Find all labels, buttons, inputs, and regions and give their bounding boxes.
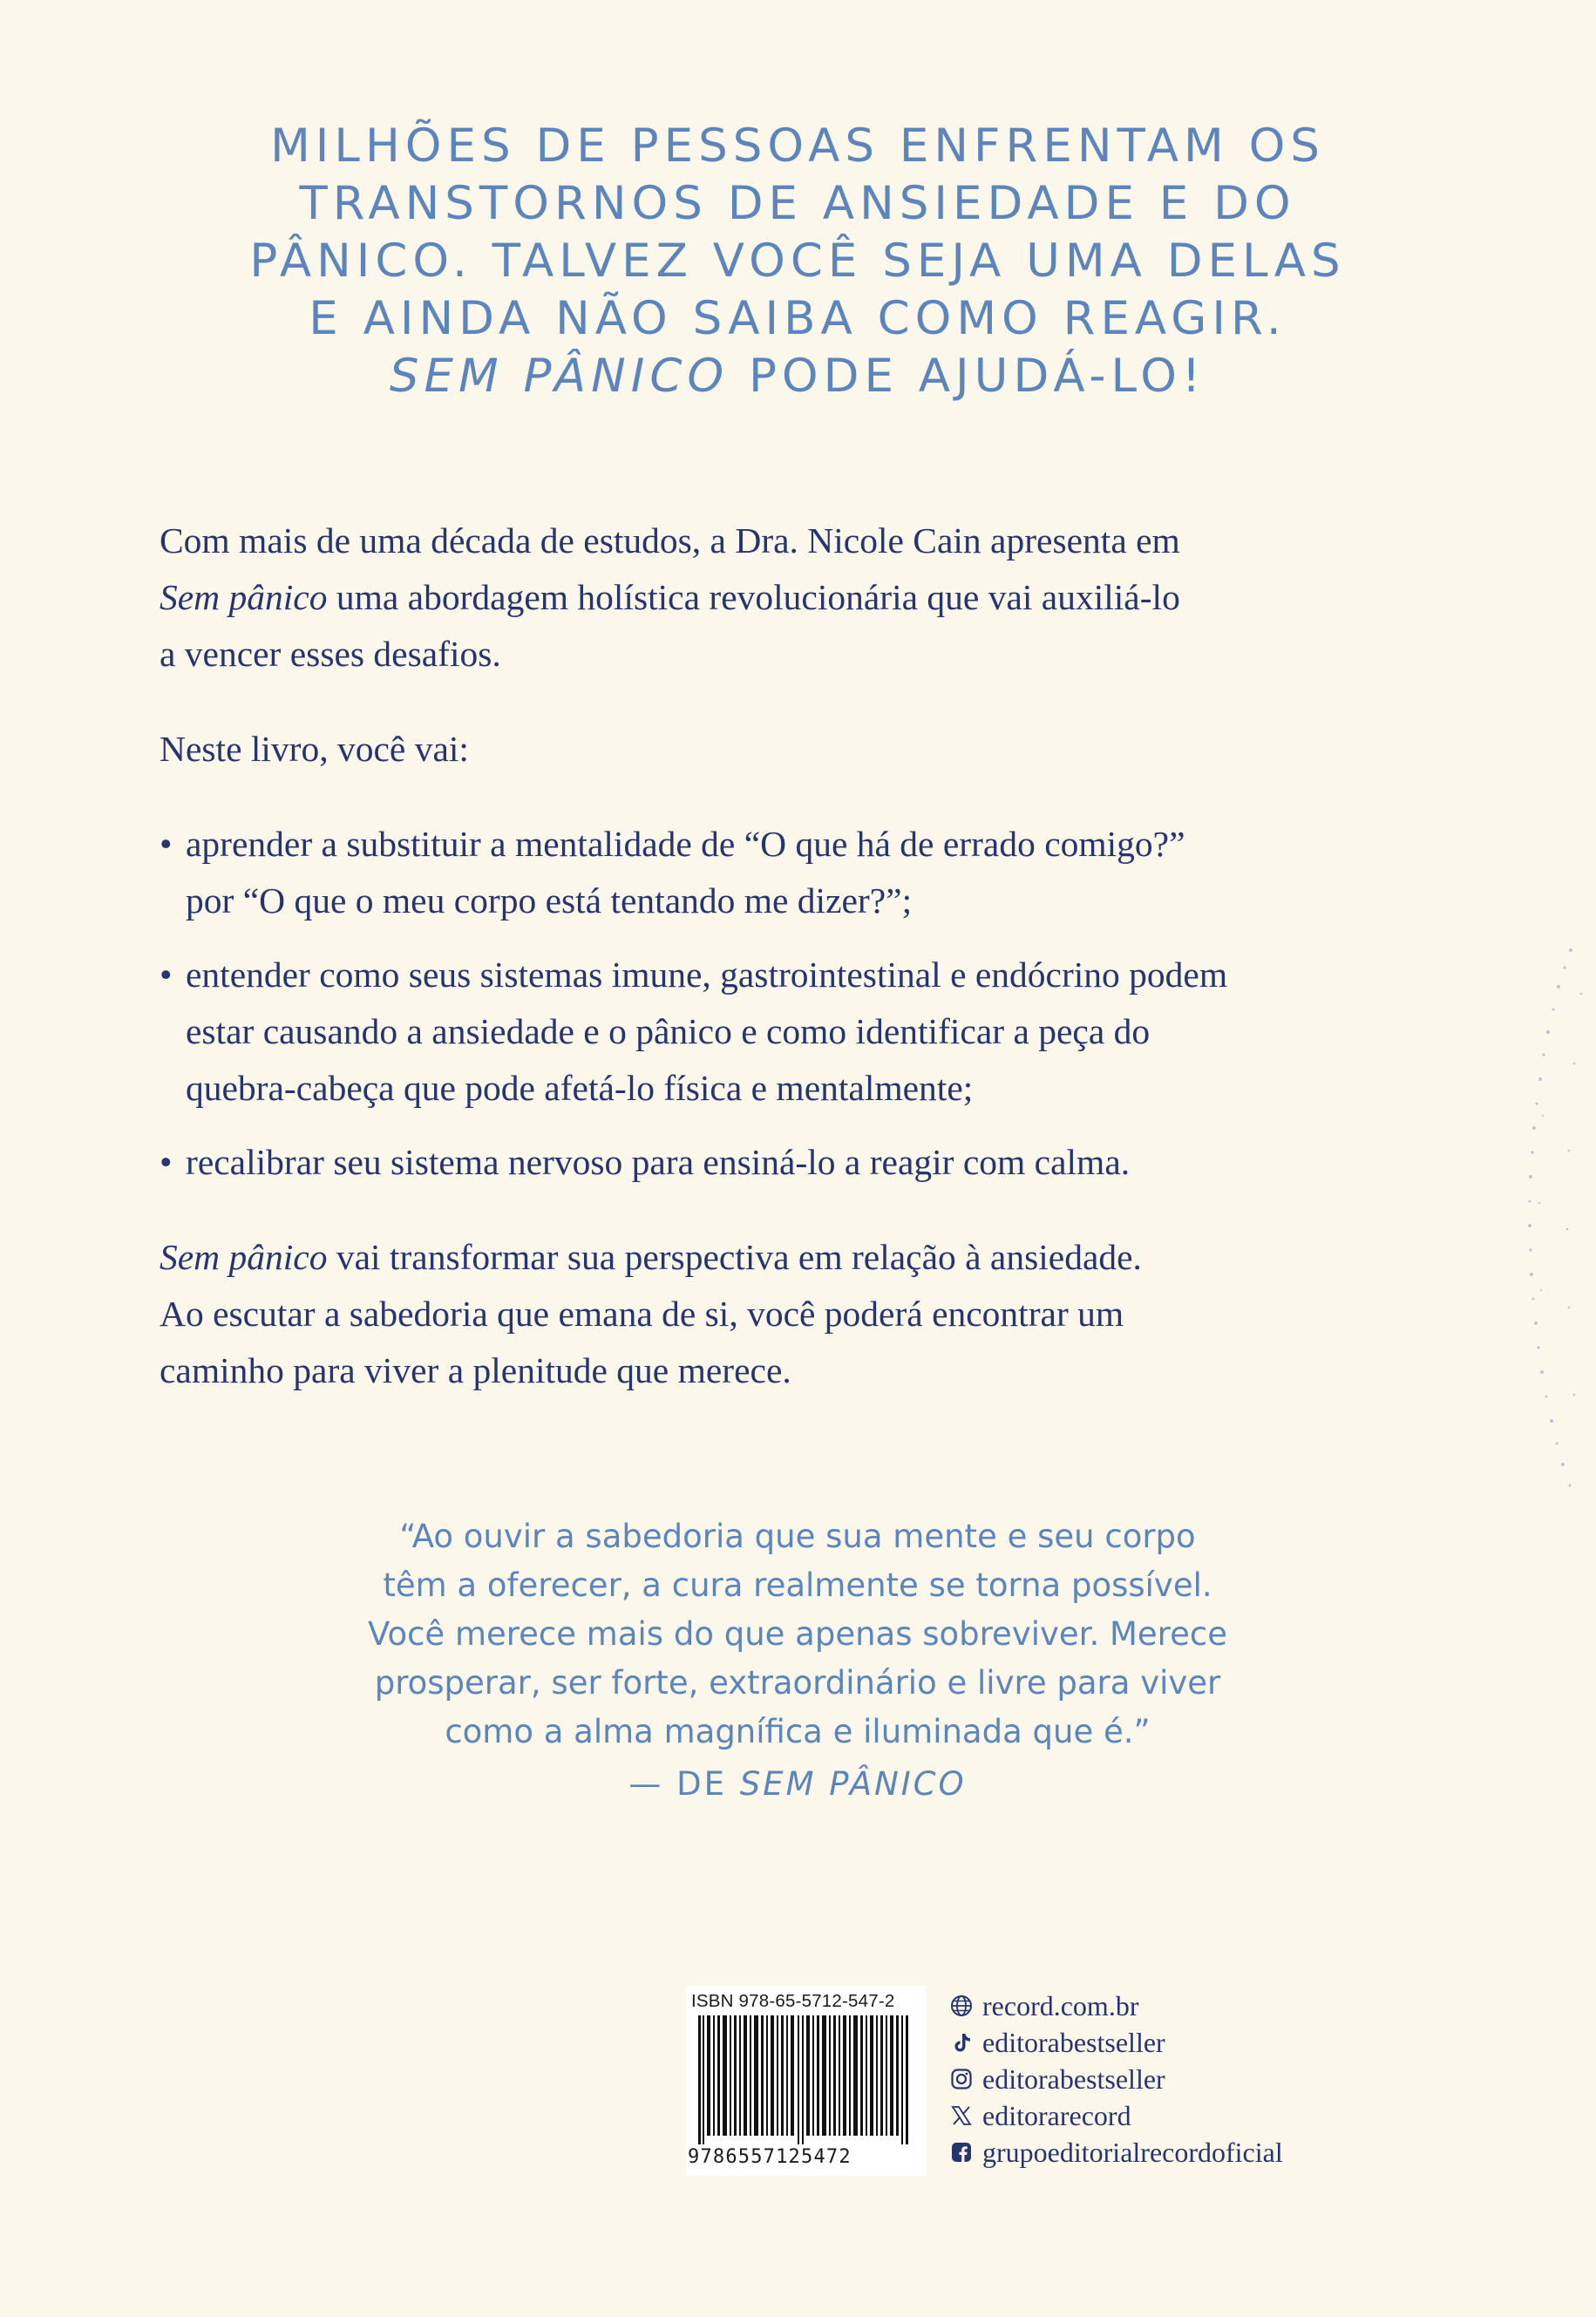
social-text: record.com.br bbox=[982, 1989, 1139, 2021]
social-text: editorarecord bbox=[982, 2099, 1131, 2131]
attribution-prefix: — DE bbox=[628, 1765, 740, 1803]
social-text: editorabestseller bbox=[982, 2062, 1165, 2095]
social-link-x[interactable] bbox=[949, 2097, 1402, 2134]
social-link-facebook[interactable] bbox=[949, 2134, 1402, 2171]
dotted-ornament bbox=[1517, 941, 1596, 1499]
quote-attribution bbox=[261, 1760, 1334, 1809]
headline-line: PÂNICO. TALVEZ VOCÊ SEJA UMA DELAS bbox=[249, 234, 1346, 288]
facebook-icon bbox=[949, 2140, 974, 2164]
instagram-icon bbox=[949, 2067, 974, 2091]
quote-line: como a alma magnífica e iluminada que é.” bbox=[445, 1713, 1151, 1750]
social-text: editorabestseller bbox=[982, 2026, 1165, 2058]
text-line: caminho para viver a plenitude que merece. bbox=[160, 1350, 791, 1390]
intro-paragraph bbox=[160, 513, 1432, 683]
text-span: vai transformar sua perspectiva em relação à ansiedade. bbox=[327, 1237, 1142, 1277]
text-line: aprender a substituir a mentalidade de “O que há de errado comigo?” bbox=[186, 824, 1185, 864]
headline-text: PODE AJUDÁ-LO! bbox=[729, 350, 1206, 403]
barcode-digits: 9786557125472 bbox=[688, 2146, 852, 2168]
text-line: entender como seus sistemas imune, gastrointestinal e endócrino podem bbox=[186, 955, 1228, 995]
text-line: estar causando a ansiedade e o pânico e como identificar a peça do bbox=[186, 1011, 1151, 1051]
social-link-website[interactable] bbox=[949, 1987, 1402, 2024]
quote-line: prosperar, ser forte, extraordinário e livre para viver bbox=[374, 1664, 1221, 1702]
headline-line: E AINDA NÃO SAIBA COMO REAGIR. bbox=[309, 292, 1287, 345]
quote-line: Você merece mais do que apenas sobreviver. Merece bbox=[368, 1615, 1227, 1653]
headline-line: TRANSTORNOS DE ANSIEDADE E DO bbox=[299, 177, 1296, 230]
isbn-label: ISBN 978-65-5712-547-2 bbox=[691, 1991, 895, 2011]
text-line bbox=[160, 1229, 1432, 1286]
text-line: Com mais de uma década de estudos, a Dra. Nicole Cain apresenta em bbox=[160, 520, 1180, 561]
pull-quote bbox=[261, 1512, 1334, 1809]
closing-paragraph bbox=[160, 1229, 1432, 1399]
text-line: Ao escutar a sabedoria que emana de si, você poderá encontrar um bbox=[160, 1294, 1124, 1334]
book-title-italic: Sem pânico bbox=[160, 1237, 328, 1277]
x-icon bbox=[949, 2103, 974, 2128]
book-title-italic: SEM PÂNICO bbox=[739, 1765, 967, 1803]
quote-line: têm a oferecer, a cura realmente se torna possível. bbox=[383, 1566, 1212, 1604]
bullet-item bbox=[160, 1134, 1432, 1191]
headline-line bbox=[174, 348, 1421, 405]
social-link-tiktok[interactable] bbox=[949, 2024, 1402, 2061]
text-line: por “O que o meu corpo está tentando me dizer?”; bbox=[186, 880, 913, 921]
quote-line: “Ao ouvir a sabedoria que sua mente e seu corpo bbox=[399, 1518, 1196, 1555]
bullet-list bbox=[160, 816, 1432, 1191]
globe-icon bbox=[949, 1994, 974, 2018]
headline bbox=[174, 118, 1421, 405]
barcode-image bbox=[689, 2015, 921, 2144]
text-line: recalibrar seu sistema nervoso para ensiná-lo a reagir com calma. bbox=[186, 1142, 1131, 1182]
lead-paragraph: Neste livro, você vai: bbox=[160, 729, 469, 769]
tiktok-icon bbox=[949, 2030, 974, 2055]
description-body bbox=[160, 513, 1432, 1399]
social-link-instagram[interactable] bbox=[949, 2061, 1402, 2097]
headline-line: MILHÕES DE PESSOAS ENFRENTAM OS bbox=[270, 119, 1325, 173]
bullet-dot: • bbox=[160, 955, 173, 995]
bullet-dot: • bbox=[160, 1142, 173, 1182]
barcode-box bbox=[686, 1986, 926, 2176]
text-span: uma abordagem holística revolucionária que vai auxiliá-lo bbox=[327, 577, 1180, 617]
text-line: quebra-cabeça que pode afetá-lo física e mentalmente; bbox=[186, 1068, 974, 1108]
text-line: a vencer esses desafios. bbox=[160, 634, 501, 674]
text-line bbox=[160, 569, 1432, 626]
book-title-italic: SEM PÂNICO bbox=[389, 350, 730, 403]
bullet-item bbox=[160, 816, 1432, 929]
social-links bbox=[949, 1987, 1402, 2171]
bullet-item bbox=[160, 947, 1432, 1117]
bullet-dot: • bbox=[160, 824, 173, 864]
book-title-italic: Sem pânico bbox=[160, 577, 328, 617]
social-text: grupoeditorialrecordoficial bbox=[982, 2136, 1283, 2168]
